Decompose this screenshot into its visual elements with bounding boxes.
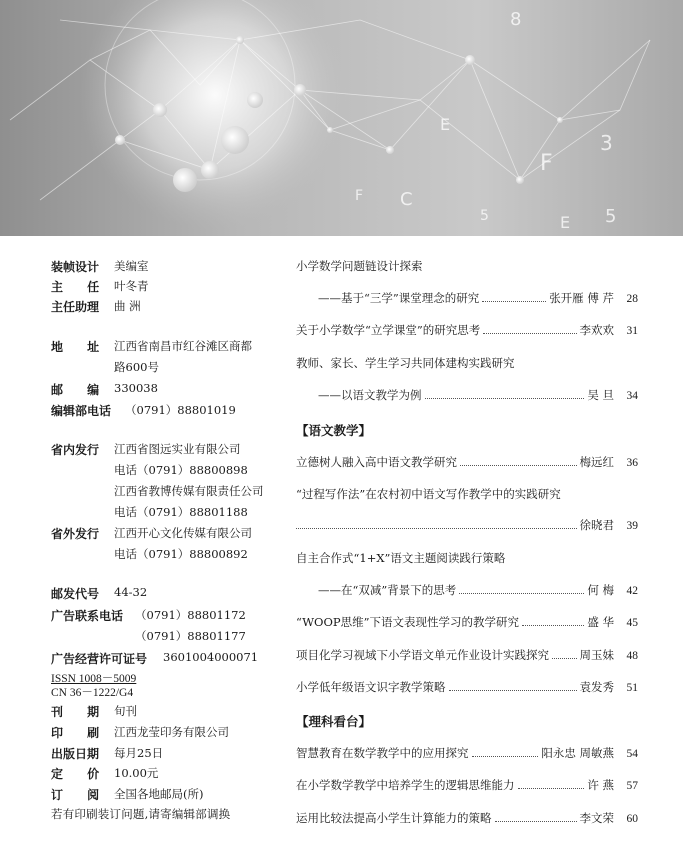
dot-leader (472, 756, 539, 757)
dot-leader (495, 821, 577, 822)
section-heading-chinese: 【语文教学】 (296, 423, 372, 438)
masthead-postal-code: 邮发代号 44-32 (51, 585, 148, 601)
dot-leader (460, 465, 577, 466)
dot-leader (482, 301, 546, 302)
masthead-address: 地 址 江西省南昌市红谷滩区商都 (51, 339, 252, 354)
masthead-print-note: 若有印刷装订问题,请寄编辑部调换 (51, 807, 231, 821)
masthead: 装帧设计 美编室 主 任 叶冬青 主任助理 曲 洲 地 址 江西省南昌市红谷滩区商都 路600号 邮 编 330038 编辑部电话 （0791）88801019 省内发行 江西省图远实业有限公司 电话（0791）88800898 江西省教博传媒有限责任公司 电话（0791）88801188 省外发行 江西开心文化传媒有限公司 电话（0791）88800892 邮发代号 44-32 广告联系电话 （0791）88801172 （0791）88801177 广告经营许可证号 3601004000071 ISSN 1008－5009 CN 36－1222/G4 刊 期 旬刊 印 刷 江西龙莹印务有限公司 出版日期 每月25日 定 价 10.00元 订 阅 全国各地邮局(所) 若有印刷装订问题,请寄编辑部调换 (51, 259, 264, 821)
masthead-overseas-distribution: 省外发行 江西开心文化传媒有限公司 (51, 526, 252, 541)
banner-digit: E (440, 115, 451, 134)
masthead-pub-date: 出版日期 每月25日 (51, 746, 164, 761)
toc-entry-line[interactable]: ——基于“三学”课堂理念的研究 张开雁 傅 芹 28 (318, 291, 638, 305)
banner-digit: 5 (605, 206, 617, 227)
toc-entry-line[interactable]: 智慧教育在数学教学中的应用探究 阳永忠 周敏燕 54 (296, 746, 638, 760)
masthead-cn: CN 36－1222/G4 (51, 687, 134, 699)
masthead-domestic-distribution: 省内发行 江西省图远实业有限公司 (51, 442, 241, 457)
toc-entry-line[interactable]: 关于小学数学“立学课堂”的研究思考 李欢欢 31 (296, 323, 638, 337)
toc-entry-line[interactable]: ——在“双减”背景下的思考 何 梅 42 (318, 583, 638, 597)
toc-entry-line[interactable]: “WOOP思维”下语文表现性学习的教学研究 盛 华 45 (296, 615, 638, 629)
masthead-issn: ISSN 1008－5009 (51, 673, 137, 685)
banner-digit: 3 (600, 131, 613, 155)
banner-digit: F (355, 188, 364, 204)
dot-leader (483, 333, 576, 334)
toc-entry-title[interactable]: 小学数学问题链设计探索 (296, 259, 423, 273)
masthead-price: 定 价 10.00元 (51, 766, 159, 781)
dot-leader (522, 625, 584, 626)
toc-entry-title[interactable]: 教师、家长、学生学习共同体建构实践研究 (296, 356, 515, 370)
toc-entry-line[interactable]: ——以语文教学为例 吴 旦 34 (318, 388, 638, 402)
masthead-ad-license: 广告经营许可证号 3601004000071 (51, 650, 259, 666)
masthead-postcode: 邮 编 330038 (51, 381, 158, 397)
masthead-editorial-phone: 编辑部电话 （0791）88801019 (51, 403, 236, 418)
toc-entry-line[interactable]: 运用比较法提高小学生计算能力的策略 李文荣 60 (296, 811, 638, 825)
dot-leader (296, 528, 577, 529)
masthead-frequency: 刊 期 旬刊 (51, 704, 137, 719)
banner-digit: C (400, 189, 413, 210)
dot-leader (552, 658, 577, 659)
dot-leader (425, 398, 585, 399)
section-heading-science: 【理科看台】 (296, 714, 372, 729)
banner-digit: 8 (510, 9, 522, 30)
toc-entry-line[interactable]: 小学低年级语文识字教学策略 袁发秀 51 (296, 680, 638, 694)
toc-entry-line[interactable]: 在小学数学教学中培养学生的逻辑思维能力 许 燕 57 (296, 778, 638, 792)
dot-leader (518, 788, 585, 789)
masthead-printer: 印 刷 江西龙莹印务有限公司 (51, 725, 229, 740)
masthead-designer: 装帧设计 美编室 (51, 259, 149, 274)
toc-entry-title[interactable]: 自主合作式“1+X”语文主题阅读践行策略 (296, 551, 506, 565)
toc-entry-title[interactable]: “过程写作法”在农村初中语文写作教学中的实践研究 (296, 487, 561, 501)
masthead-subscribe: 订 阅 全国各地邮局(所) (51, 787, 204, 802)
toc-entry-line[interactable]: 立德树人融入高中语文教学研究 梅远红 36 (296, 455, 638, 469)
table-of-contents (296, 0, 641, 858)
banner-digit: E (560, 213, 571, 232)
dot-leader (449, 690, 577, 691)
dot-leader (459, 593, 584, 594)
banner-digit: F (540, 151, 553, 176)
masthead-ad-phone: 广告联系电话 （0791）88801172 (51, 608, 246, 623)
masthead-director: 主 任 叶冬青 (51, 279, 149, 294)
banner-digit: 5 (480, 208, 489, 224)
masthead-assistant: 主任助理 曲 洲 (51, 299, 141, 314)
toc-entry-line[interactable]: 项目化学习视域下小学语文单元作业设计实践探究 周玉妹 48 (296, 648, 638, 662)
toc-entry-line[interactable]: 徐晓君 39 (296, 517, 638, 533)
